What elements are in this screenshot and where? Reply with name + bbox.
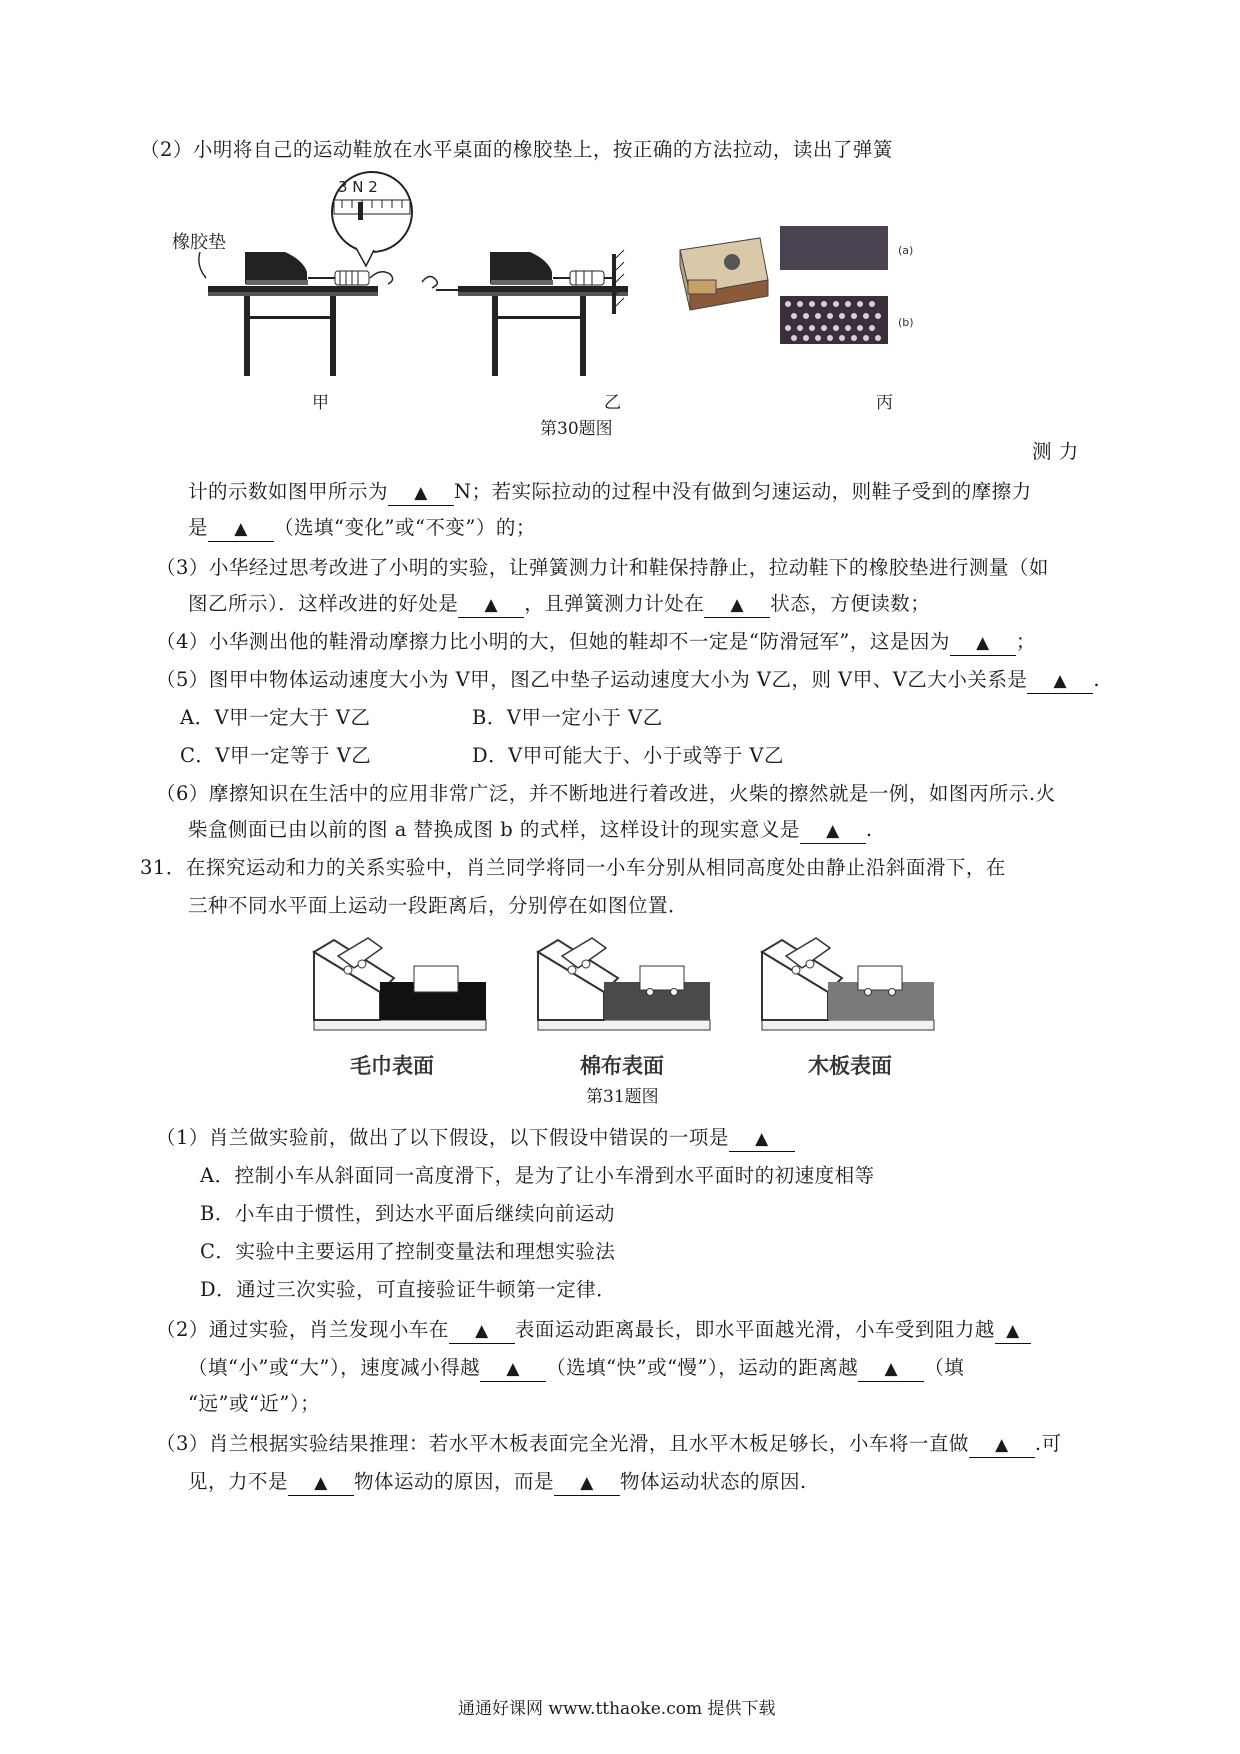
q31-part3-line1 [156, 1432, 1062, 1458]
text-segment: 表面运动距离最长，即水平面越光滑，小车受到阻力越 [514, 1318, 995, 1341]
table-yi [422, 250, 628, 376]
dial-text: 3 N 2 [338, 178, 378, 196]
figure-30-caption: 第30题图 [540, 419, 613, 439]
q30-option-c: C．V甲一定等于 V乙 [180, 744, 372, 767]
text-segment: 计的示数如图甲所示为 [188, 480, 389, 503]
text-segment: （1）肖兰做实验前，做出了以下假设，以下假设中错误的一项是 [156, 1126, 729, 1149]
blank-triangle: ▲ [884, 1359, 899, 1379]
q30-part6-line1: （6）摩擦知识在生活中的应用非常广泛，并不断地进行着改进，火柴的擦然就是一例，如图丙所示.火 [156, 782, 1056, 805]
shoe-yi [490, 252, 552, 284]
text-segment: N；若实际拉动的过程中没有做到匀速运动，则鞋子受到的摩擦力 [454, 480, 1032, 503]
blank-triangle: ▲ [755, 1129, 769, 1149]
q30-part2-line2 [188, 480, 1032, 506]
label-pointer [199, 252, 206, 278]
ramp-wood [762, 938, 934, 1030]
answer-blank[interactable] [208, 516, 274, 542]
answer-blank[interactable] [995, 1318, 1031, 1344]
text-segment: （3）肖兰根据实验结果推理：若水平木板表面完全光滑，且水平木板足够长，小车将一直做 [156, 1432, 969, 1455]
q30-part3-line1: （3）小华经过思考改进了小明的实验，让弹簧测力计和鞋保持静止，拉动鞋下的橡胶垫进行测量（如 [156, 556, 1049, 579]
text-segment: （2）通过实验，肖兰发现小车在 [156, 1318, 449, 1341]
blank-triangle: ▲ [234, 519, 248, 539]
answer-blank[interactable] [554, 1470, 620, 1496]
text-segment: ，且弹簧测力计处在 [524, 592, 705, 615]
q31-intro-line2: 三种不同水平面上运动一段距离后，分别停在如图位置． [188, 894, 689, 917]
q31-part2-line2 [188, 1356, 964, 1382]
q31-option-b: B．小车由于惯性，到达水平面后继续向前运动 [200, 1202, 615, 1225]
answer-blank[interactable] [1027, 668, 1093, 694]
q30-part6-line2 [188, 818, 873, 844]
text-segment: 物体运动的原因，而是 [354, 1470, 555, 1493]
text-segment: .可 [1034, 1432, 1062, 1455]
text-segment: 状态，方便读数； [770, 592, 931, 615]
pattern-a-tag: (a) [898, 244, 914, 257]
pattern-a [780, 226, 888, 270]
q30-option-d: D．V甲可能大于、小于或等于 V乙 [472, 744, 784, 767]
q31-option-a: A．控制小车从斜面同一高度滑下，是为了让小车滑到水平面时的初速度相等 [200, 1164, 875, 1187]
blank-triangle: ▲ [484, 595, 499, 615]
text-segment: . [1093, 668, 1101, 691]
hand-yi [422, 276, 437, 288]
ramp-towel [314, 938, 486, 1030]
ramp-cotton [538, 938, 710, 1030]
wall-yi [612, 254, 616, 314]
blank-triangle: ▲ [1053, 671, 1068, 691]
q30-part4 [156, 630, 1036, 656]
hand-jia [370, 272, 393, 284]
text-segment: （选填“变化”或“不变”）的； [274, 516, 536, 539]
text-segment: 柴盒侧面已由以前的图 a 替换成图 b 的式样，这样设计的现实意义是 [188, 818, 800, 841]
answer-blank[interactable] [480, 1356, 546, 1382]
answer-blank[interactable] [729, 1126, 795, 1152]
caption-jia: 甲 [312, 393, 329, 413]
surface-label-towel: 毛巾表面 [350, 1054, 434, 1078]
text-segment: ； [1015, 630, 1036, 653]
answer-blank[interactable] [858, 1356, 924, 1382]
q31-part2-line3: “远”或“近”）； [188, 1392, 321, 1415]
q30-part3-line2 [188, 592, 930, 618]
blank-triangle: ▲ [995, 1435, 1009, 1455]
blank-triangle: ▲ [475, 1321, 489, 1341]
figure-30 [160, 170, 920, 380]
answer-blank[interactable] [950, 630, 1016, 656]
q30-part5 [156, 668, 1100, 694]
blank-triangle: ▲ [580, 1473, 594, 1493]
figure-31 [310, 928, 950, 1038]
blank-triangle: ▲ [1006, 1321, 1020, 1341]
q30-option-b: B．V甲一定小于 V乙 [472, 706, 663, 729]
q30-part2-tail: 测 力 [1032, 440, 1079, 463]
caption-yi: 乙 [604, 393, 621, 413]
page-footer: 通通好课网 www.tthaoke.com 提供下载 [458, 1699, 776, 1719]
surface-label-wood: 木板表面 [808, 1054, 892, 1078]
text-segment: 是 [188, 516, 209, 539]
text-segment: （选填“快”或“慢”），运动的距离越 [546, 1356, 859, 1379]
q30-option-a: A．V甲一定大于 V乙 [180, 706, 371, 729]
rubber-pad-label: 橡胶垫 [172, 232, 226, 253]
text-segment: （填 [924, 1356, 965, 1379]
figure-31-caption: 第31题图 [586, 1087, 659, 1107]
answer-blank[interactable] [704, 592, 770, 618]
caption-bing: 丙 [876, 393, 893, 413]
blank-triangle: ▲ [976, 633, 990, 653]
q31-part1 [156, 1126, 795, 1152]
answer-blank[interactable] [458, 592, 524, 618]
blank-triangle: ▲ [506, 1359, 520, 1379]
blank-triangle: ▲ [730, 595, 745, 615]
text-segment: （5）图甲中物体运动速度大小为 V甲，图乙中垫子运动速度大小为 V乙，则 V甲、V乙大小关系是 [156, 668, 1028, 691]
text-segment: 见，力不是 [188, 1470, 289, 1493]
text-segment: （填“小”或“大”），速度减小得越 [188, 1356, 481, 1379]
q30-part2-line1: （2）小明将自己的运动鞋放在水平桌面的橡胶垫上，按正确的方法拉动，读出了弹簧 [140, 138, 893, 161]
answer-blank[interactable] [388, 480, 454, 506]
text-segment: . [865, 818, 873, 841]
pattern-b-tag: (b) [898, 316, 914, 329]
answer-blank[interactable] [449, 1318, 515, 1344]
q31-part2-line1 [156, 1318, 1031, 1344]
answer-blank[interactable] [800, 818, 866, 844]
surface-label-cotton: 棉布表面 [580, 1054, 664, 1078]
shoe-jia [245, 252, 307, 284]
blank-triangle: ▲ [314, 1473, 328, 1493]
text-segment: 图乙所示）．这样改进的好处是 [188, 592, 459, 615]
answer-blank[interactable] [969, 1432, 1035, 1458]
q31-option-d: D．通过三次实验，可直接验证牛顿第一定律． [200, 1278, 617, 1301]
q31-option-c: C．实验中主要运用了控制变量法和理想实验法 [200, 1240, 616, 1263]
blank-triangle: ▲ [826, 821, 840, 841]
answer-blank[interactable] [288, 1470, 354, 1496]
q31-part3-line2 [188, 1470, 807, 1496]
dial-magnifier [332, 172, 412, 266]
spring-scale-yi [570, 271, 604, 285]
text-segment: （4）小华测出他的鞋滑动摩擦力比小明的大，但她的鞋却不一定是“防滑冠军”，这是因为 [156, 630, 950, 653]
spring-scale-jia [308, 271, 393, 285]
q31-intro-line1: 31．在探究运动和力的关系实验中，肖兰同学将同一小车分别从相同高度处由静止沿斜面滑下，在 [140, 856, 1006, 879]
blank-triangle: ▲ [414, 483, 428, 503]
q30-part2-line3 [188, 516, 536, 542]
text-segment: 物体运动状态的原因. [620, 1470, 807, 1493]
matchbox-bing [680, 238, 768, 310]
